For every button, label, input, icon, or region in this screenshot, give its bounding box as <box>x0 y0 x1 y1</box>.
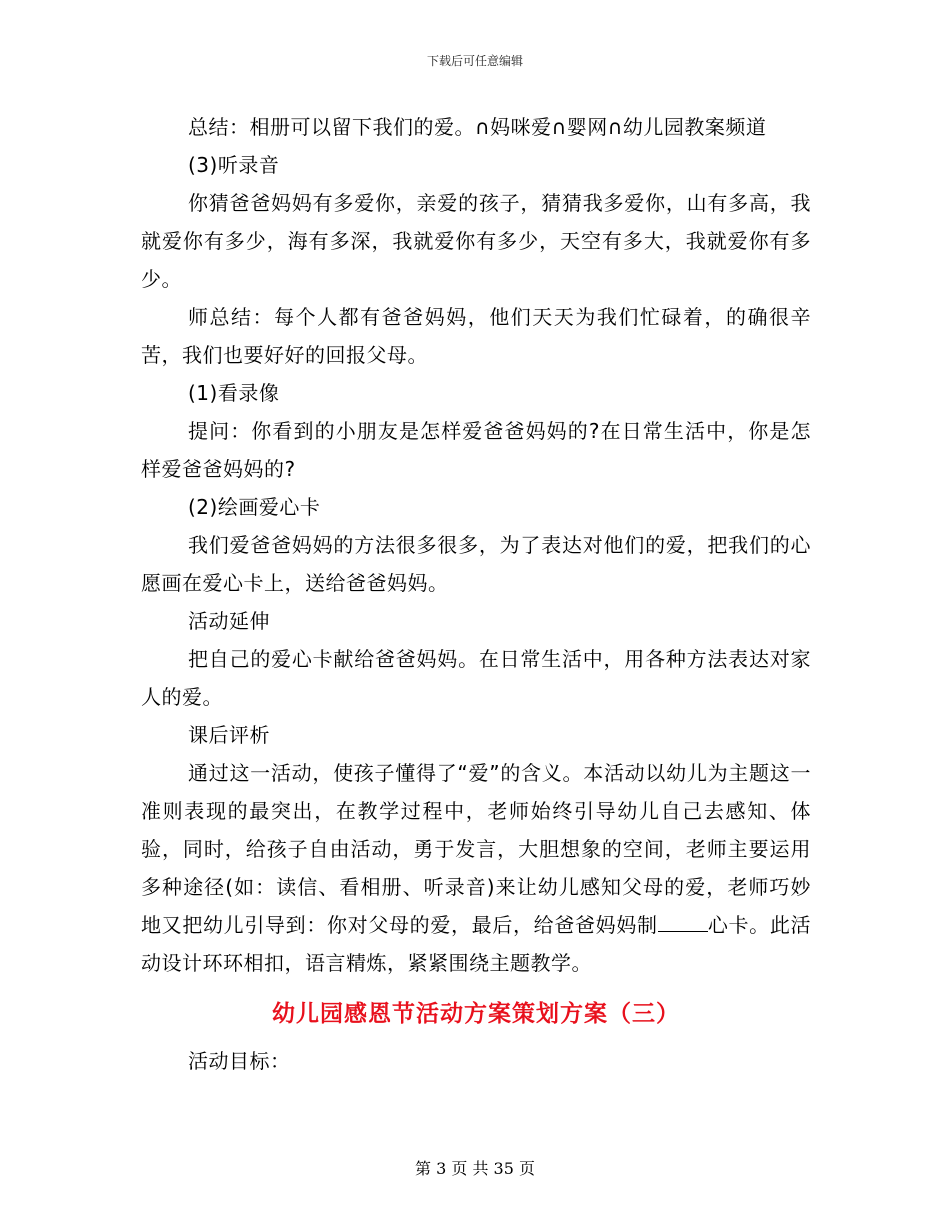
subheading-activity-goals: 活动目标： <box>188 1049 291 1073</box>
paragraph-evaluation <box>141 754 811 982</box>
subheading-evaluation: 课后评析 <box>188 723 270 747</box>
paragraph-teacher-summary: 师总结：每个人都有爸爸妈妈，他们天天为我们忙碌着，的确很辛苦，我们也要好好的回报父母。 <box>141 305 811 367</box>
paragraph-extension: 把自己的爱心卡献给爸爸妈妈。在日常生活中，用各种方法表达对家人的爱。 <box>141 647 811 709</box>
subheading-activity-extension: 活动延伸 <box>188 609 270 633</box>
subheading-draw-card: (2)绘画爱心卡 <box>188 495 321 519</box>
evaluation-text-part2: 心卡。此活动设计环环相扣，语言精炼，紧紧围绕主题教学。 <box>141 913 812 975</box>
evaluation-text-part1: 通过这一活动，使孩子懂得了“爱”的含义。本活动以幼儿为主题这一准则表现的最突出，在教学过程中，老师始终引导幼儿自己去感知、体验，同时，给孩子自由活动，勇于发言，大胆想象的空间，老师主要运用多种途径(如：读信、看相册、听录音)来让幼儿感知父母的爱，老师巧妙地又把幼儿引导到：你对父母的爱，最后，给爸爸妈妈制 <box>141 761 811 937</box>
page-footer: 第 3 页 共 35 页 <box>415 1159 535 1178</box>
page-header: 下载后可任意编辑 <box>426 54 523 68</box>
section-title: 幼儿园感恩节活动方案策划方案（三） <box>272 1001 680 1027</box>
document-body <box>141 108 811 1080</box>
paragraph-love-methods: 我们爱爸爸妈妈的方法很多很多，为了表达对他们的爱，把我们的心愿画在爱心卡上，送给爸爸妈妈。 <box>141 533 811 595</box>
paragraph-guess-love: 你猜爸爸妈妈有多爱你，亲爱的孩子，猜猜我多爱你，山有多高，我就爱你有多少，海有多深，我就爱你有多少，天空有多大，我就爱你有多少。 <box>141 191 811 291</box>
paragraph-summary: 总结：相册可以留下我们的爱。∩妈咪爱∩婴网∩幼儿园教案频道 <box>188 115 767 139</box>
paragraph-question: 提问：你看到的小朋友是怎样爱爸爸妈妈的?在日常生活中，你是怎样爱爸爸妈妈的? <box>141 419 811 481</box>
subheading-listen-recording: (3)听录音 <box>188 153 280 177</box>
subheading-watch-video: (1)看录像 <box>188 381 280 405</box>
fill-blank <box>658 915 708 932</box>
